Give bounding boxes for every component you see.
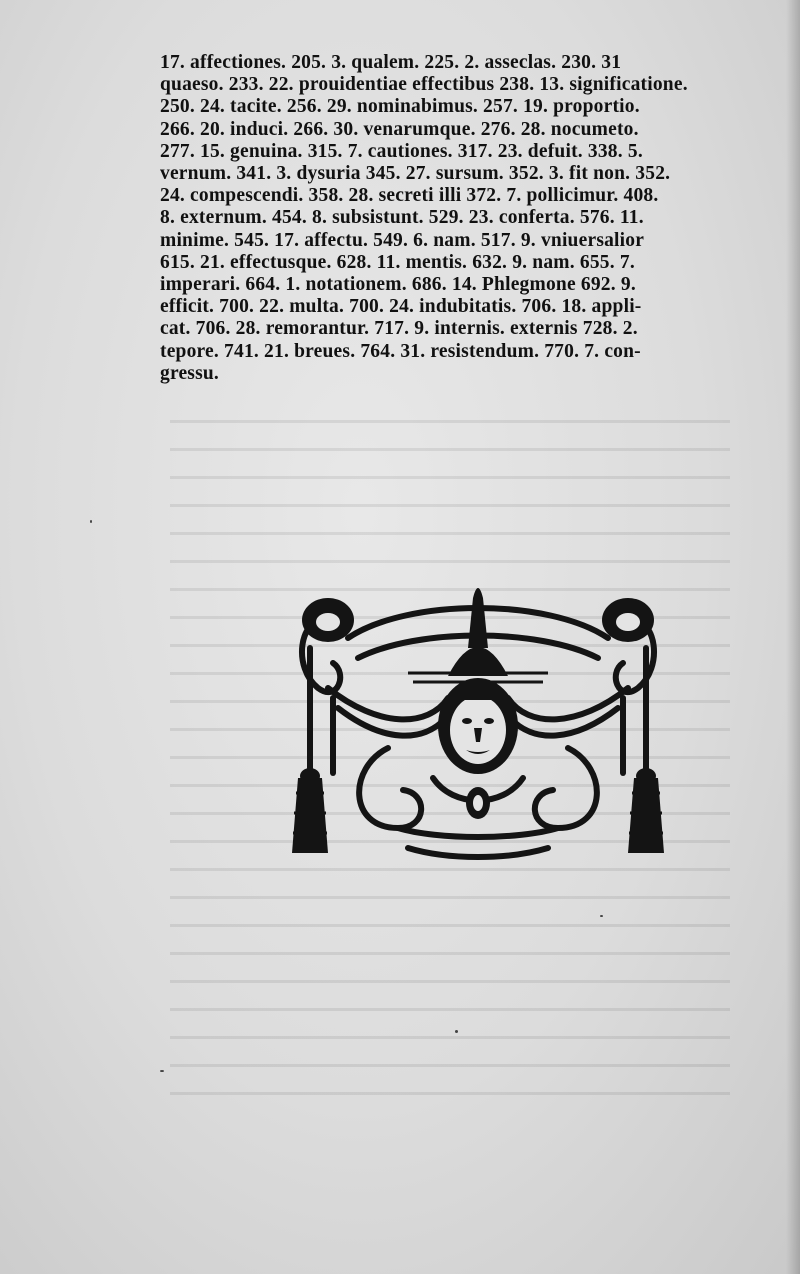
errata-line: 24. compescendi. 358. 28. secreti illi 372. 7. pollicimur. 408. (160, 185, 659, 207)
paper-fleck (455, 1030, 458, 1033)
paper-fleck (600, 915, 603, 917)
errata-line: tepore. 741. 21. breues. 764. 31. resistendum. 770. 7. con- (160, 340, 641, 362)
grotesque-mask-ornament-icon (288, 578, 668, 870)
paper-fleck (90, 520, 92, 523)
errata-line: 8. externum. 454. 8. subsistunt. 529. 23. conferta. 576. 11. (160, 207, 644, 229)
errata-line: vernum. 341. 3. dysuria 345. 27. sursum. 352. 3. fit non. 352. (160, 163, 671, 185)
errata-line: imperari. 664. 1. notationem. 686. 14. Phlegmone 692. 9. (160, 274, 636, 296)
paper-fleck (160, 1070, 164, 1072)
errata-text-block (160, 52, 772, 385)
errata-line: minime. 545. 17. affectu. 549. 6. nam. 517. 9. vniuersalior (160, 229, 645, 251)
page-edge-shadow (786, 0, 800, 1274)
errata-line: 266. 20. induci. 266. 30. venarumque. 276. 28. nocumeto. (160, 118, 639, 140)
errata-line: gressu. (160, 362, 220, 384)
errata-line: 277. 15. genuina. 315. 7. cautiones. 317. 23. defuit. 338. 5. (160, 140, 643, 162)
errata-line: 17. affectiones. 205. 3. qualem. 225. 2. asseclas. 230. 31 (160, 52, 622, 73)
errata-line: 615. 21. effectusque. 628. 11. mentis. 632. 9. nam. 655. 7. (160, 251, 635, 273)
errata-line: efficit. 700. 22. multa. 700. 24. indubitatis. 706. 18. appli- (160, 296, 642, 318)
errata-line: cat. 706. 28. remorantur. 717. 9. internis. externis 728. 2. (160, 318, 638, 340)
errata-line: 250. 24. tacite. 256. 29. nominabimus. 257. 19. proportio. (160, 96, 640, 118)
errata-line: quaeso. 233. 22. prouidentiae effectibus 238. 13. significatione. (160, 74, 688, 96)
